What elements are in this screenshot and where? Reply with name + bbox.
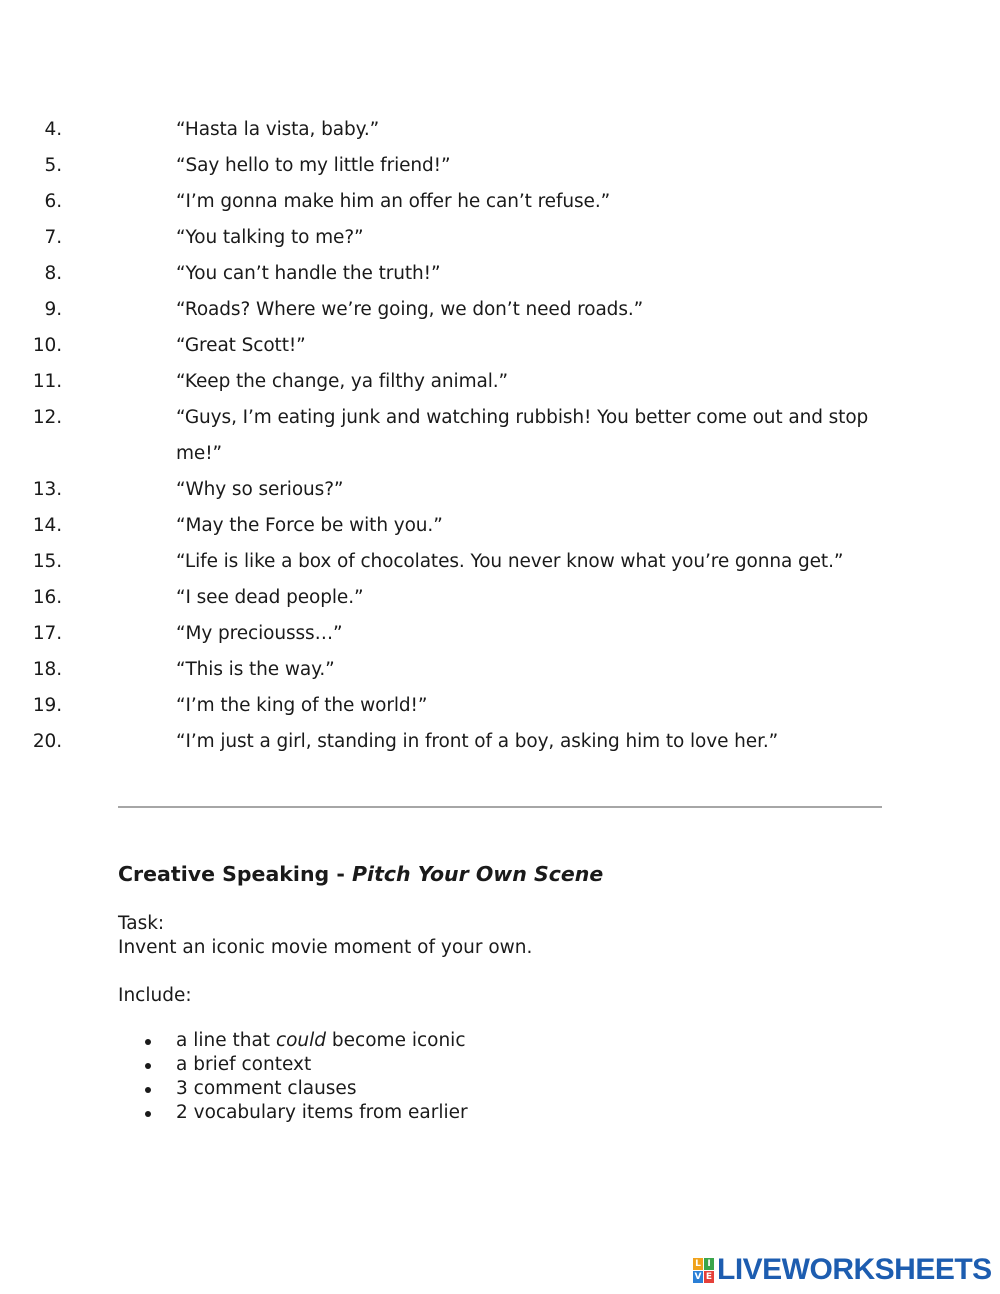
section-title: Creative Speaking - (118, 862, 345, 886)
quote-text: “I’m gonna make him an offer he can’t refuse.” (176, 191, 611, 212)
item-number: 6. (44, 191, 62, 212)
item-number: 7. (44, 227, 62, 248)
quote-text: “My preciousss…” (176, 623, 343, 644)
quote-text: “Guys, I’m eating junk and watching rubbish! You better come out and stop me!” (176, 407, 869, 464)
item-number: 15. (32, 551, 62, 572)
liveworksheets-logo[interactable] (693, 1253, 992, 1286)
bullet-icon (145, 1087, 151, 1093)
quote-text: “Roads? Where we’re going, we don’t need roads.” (176, 299, 644, 320)
item-number: 13. (32, 479, 62, 500)
section-heading (118, 862, 603, 886)
item-number: 8. (44, 263, 62, 284)
item-number: 14. (32, 515, 62, 536)
quote-text: “This is the way.” (176, 659, 335, 680)
section-subtitle: Pitch Your Own Scene (352, 862, 604, 886)
item-number: 20. (32, 731, 62, 752)
bullet-text: a brief context (176, 1054, 312, 1075)
quote-text: “I see dead people.” (176, 587, 364, 608)
item-number: 10. (32, 335, 62, 356)
bullet-icon (145, 1111, 151, 1117)
section-divider (118, 806, 882, 808)
item-number: 4. (44, 119, 62, 140)
logo-text: LIVEWORKSHEETS (717, 1253, 992, 1286)
task-label: Task: (118, 913, 165, 934)
quote-text: “Great Scott!” (176, 335, 306, 356)
quote-text: “Hasta la vista, baby.” (176, 119, 380, 140)
quote-text: “Why so serious?” (176, 479, 344, 500)
bullet-text: 2 vocabulary items from earlier (176, 1102, 468, 1123)
bullet-icon (145, 1039, 151, 1045)
item-number: 17. (32, 623, 62, 644)
bullet-text: a line that could become iconic (176, 1030, 466, 1051)
quote-text: “May the Force be with you.” (176, 515, 443, 536)
include-label: Include: (118, 985, 192, 1006)
item-number: 18. (32, 659, 62, 680)
item-number: 16. (32, 587, 62, 608)
quote-text: “You talking to me?” (176, 227, 364, 248)
quote-text: “Say hello to my little friend!” (176, 155, 451, 176)
task-text: Invent an iconic movie moment of your own. (118, 937, 533, 958)
item-number: 12. (32, 407, 62, 428)
quote-text: “You can’t handle the truth!” (176, 263, 441, 284)
item-number: 5. (44, 155, 62, 176)
item-number: 9. (44, 299, 62, 320)
bullet-icon (145, 1063, 151, 1069)
quote-text: “I’m just a girl, standing in front of a boy, asking him to love her.” (176, 731, 779, 752)
quote-text: “Keep the change, ya filthy animal.” (176, 371, 509, 392)
quote-text: “I’m the king of the world!” (176, 695, 428, 716)
quote-text: “Life is like a box of chocolates. You never know what you’re gonna get.” (176, 551, 844, 572)
logo-mark-icon: L I V E (694, 1258, 713, 1282)
item-number: 11. (32, 371, 62, 392)
bullet-text: 3 comment clauses (176, 1078, 357, 1099)
item-number: 19. (32, 695, 62, 716)
